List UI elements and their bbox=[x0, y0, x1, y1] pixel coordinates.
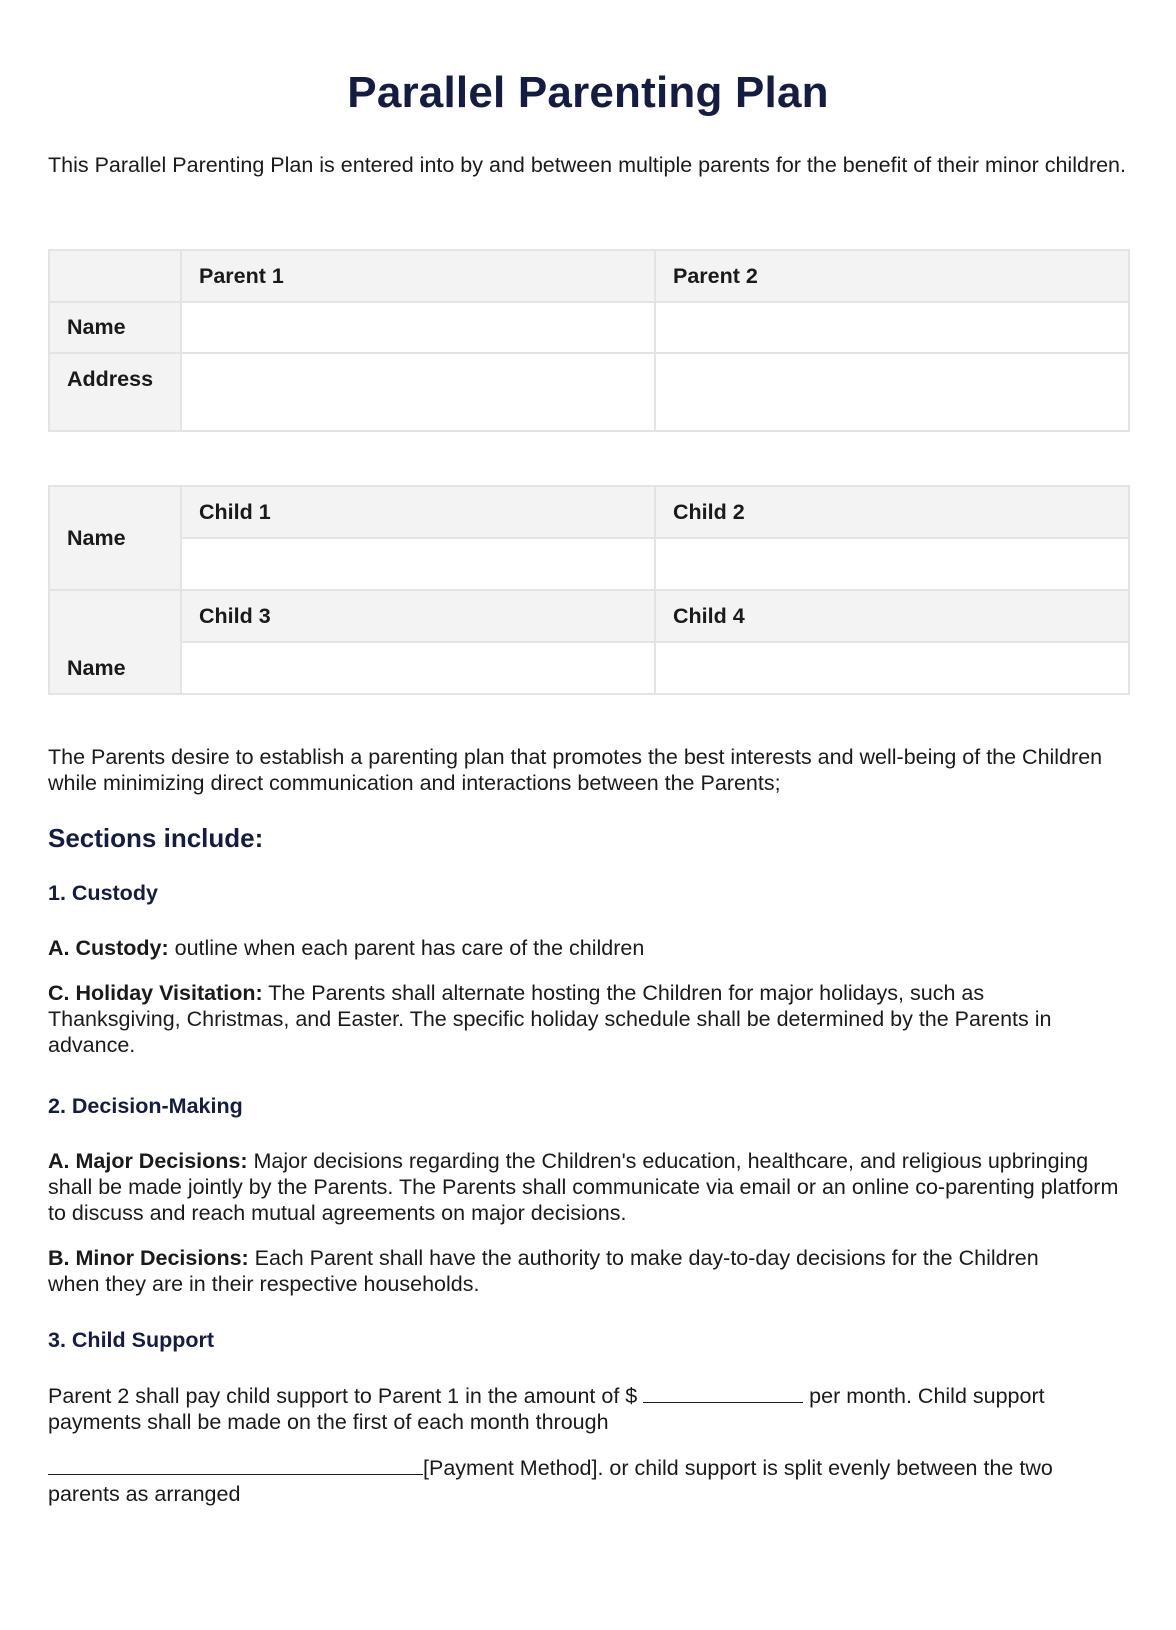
custody-item-a bbox=[48, 935, 1128, 961]
custody-item-a-text: outline when each parent has care of the children bbox=[168, 936, 645, 960]
parents-name-label: Name bbox=[49, 302, 181, 353]
document-title: Parallel Parenting Plan bbox=[347, 68, 829, 117]
child-support-paragraph-1 bbox=[48, 1382, 1048, 1435]
parent-2-address-field[interactable] bbox=[655, 353, 1129, 431]
section-decision-making-heading: 2. Decision-Making bbox=[48, 1094, 243, 1118]
children-table bbox=[48, 485, 1130, 695]
parents-address-row bbox=[49, 353, 1129, 431]
child-4-name-field[interactable] bbox=[655, 642, 1129, 694]
child-3-name-field[interactable] bbox=[181, 642, 655, 694]
parent-1-address-field[interactable] bbox=[181, 353, 655, 431]
parents-name-row bbox=[49, 302, 1129, 353]
child-support-paragraph-2 bbox=[48, 1454, 1088, 1507]
children-value-row-1 bbox=[49, 538, 1129, 590]
custody-item-a-label: A. Custody: bbox=[48, 936, 169, 960]
parents-table bbox=[48, 249, 1130, 432]
child-support-text-pre: Parent 2 shall pay child support to Parent 1 in the amount of $ bbox=[48, 1384, 644, 1408]
parent-2-header: Parent 2 bbox=[655, 250, 1129, 302]
payment-method-text: [Payment Method]. or child support is split evenly between the two parents as arranged bbox=[48, 1456, 1053, 1506]
section-custody-heading: 1. Custody bbox=[48, 881, 158, 905]
major-decisions-item bbox=[48, 1148, 1128, 1226]
children-name-label-1: Name bbox=[49, 486, 181, 590]
holiday-visitation-text: The Parents shall alternate hosting the Children for major holidays, such as Thanksgiving, Christmas, and Easter. The specific holiday schedule shall be determined by the Parents in advance. bbox=[48, 981, 1052, 1057]
parent-1-name-field[interactable] bbox=[181, 302, 655, 353]
child-1-header: Child 1 bbox=[181, 486, 655, 538]
children-name-label-2: Name bbox=[49, 590, 181, 694]
children-header-row-2 bbox=[49, 590, 1129, 642]
parents-header-row bbox=[49, 250, 1129, 302]
child-4-header: Child 4 bbox=[655, 590, 1129, 642]
payment-method-blank[interactable] bbox=[48, 1454, 423, 1475]
child-1-name-field[interactable] bbox=[181, 538, 655, 590]
parents-corner-cell bbox=[49, 250, 181, 302]
minor-decisions-item bbox=[48, 1245, 1088, 1297]
section-child-support-heading: 3. Child Support bbox=[48, 1328, 215, 1352]
minor-decisions-label: B. Minor Decisions: bbox=[48, 1246, 249, 1270]
child-support-text-post: per month. Child support payments shall be made on the first of each month through bbox=[48, 1384, 1045, 1434]
holiday-visitation-item bbox=[48, 980, 1118, 1058]
support-amount-blank[interactable] bbox=[643, 1382, 803, 1403]
parent-1-header: Parent 1 bbox=[181, 250, 655, 302]
child-2-name-field[interactable] bbox=[655, 538, 1129, 590]
children-value-row-2 bbox=[49, 642, 1129, 694]
sections-heading: Sections include: bbox=[48, 823, 264, 853]
major-decisions-label: A. Major Decisions: bbox=[48, 1149, 248, 1173]
minor-decisions-text: Each Parent shall have the authority to make day-to-day decisions for the Children when they are in their respective households. bbox=[48, 1246, 1039, 1296]
children-header-row-1 bbox=[49, 486, 1129, 538]
major-decisions-text: Major decisions regarding the Children's education, healthcare, and religious upbringing shall be made jointly by the Parents. The Parents shall communicate via email or an online co-parenting platform to discuss and reach mutual agreements on major decisions. bbox=[48, 1149, 1119, 1225]
child-3-header: Child 3 bbox=[181, 590, 655, 642]
child-2-header: Child 2 bbox=[655, 486, 1129, 538]
parent-2-name-field[interactable] bbox=[655, 302, 1129, 353]
holiday-visitation-label: C. Holiday Visitation: bbox=[48, 981, 263, 1005]
intro-paragraph: This Parallel Parenting Plan is entered into by and between multiple parents for the benefit of their minor children. bbox=[48, 153, 1126, 177]
desire-paragraph: The Parents desire to establish a parenting plan that promotes the best interests and well-being of the Children while minimizing direct communication and interactions between the Parents; bbox=[48, 745, 1103, 795]
parents-address-label: Address bbox=[49, 353, 181, 431]
